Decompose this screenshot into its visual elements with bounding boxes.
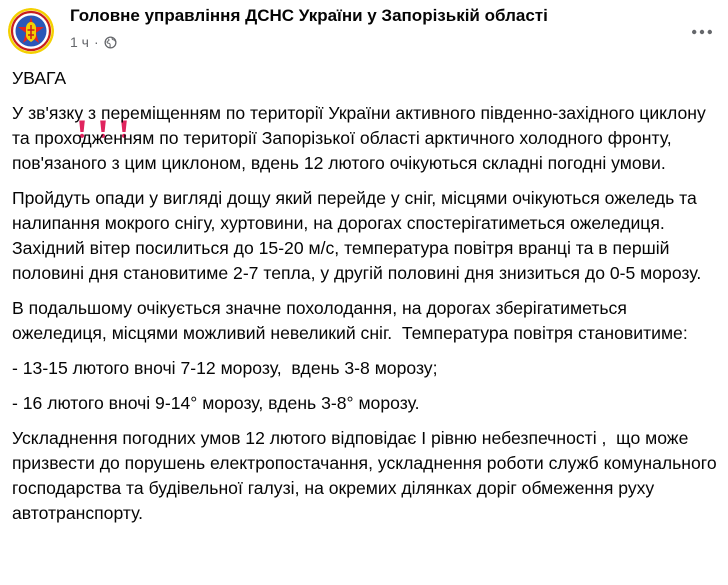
meta-separator: · (93, 34, 99, 50)
post-paragraph: В подальшому очікується значне похолодання, на дорогах зберігатиметься ожеледиця, місцями можливий невеликий сніг. Температура повітря становитиме: (12, 298, 688, 343)
post-title-line (12, 66, 717, 91)
post-meta (70, 33, 117, 51)
globe-icon (104, 36, 117, 49)
post-paragraph: Ускладнення погодних умов 12 лютого відповідає I рівню небезпечності , що може призвести до порушень електропостачання, ускладнення роботи служб комунального господарства та будівельної галузі, на окремих ділянках доріг обмеження руху автотранспорту. (12, 428, 722, 523)
post-body (12, 66, 722, 536)
red-exclamation-icon (74, 69, 90, 89)
page-avatar[interactable] (8, 8, 54, 54)
post-paragraph: - 16 лютого вночі 9-14° морозу, вдень 3-8° морозу. (12, 393, 420, 413)
more-options-button[interactable] (688, 18, 716, 46)
more-options-icon (691, 28, 713, 36)
post-paragraph: Пройдуть опади у вигляді дощу який перейде у сніг, місцями очікуються ожеледь та налипання мокрого снігу, хуртовини, на дорогах спостерігатиметься ожеледиця. Західний вітер посилиться до 15-20 м/с, температура повітря вранці та в першій половині дня становитиме 2-7 тепла, у другій половині дня знизиться до 0-5 морозу. (12, 188, 702, 283)
red-exclamation-icon (95, 69, 111, 89)
page-name-link[interactable]: Головне управління ДСНС України у Запорізькій області (70, 6, 548, 25)
post-paragraph: - 13-15 лютого вночі 7-12 морозу, вдень 3-8 морозу; (12, 358, 438, 378)
post-paragraph: У зв'язку з переміщенням по території України активного південно-західного циклону та проходженням по території Запорізької області арктичного холодного фронту, пов'язаного з цим циклоном, вдень 12 лютого очікуються складні погодні умови. (12, 103, 711, 173)
post-header (0, 0, 728, 62)
post-title: УВАГА (12, 68, 67, 88)
dsns-emblem-icon (8, 8, 54, 54)
post-time-link[interactable]: 1 ч (70, 34, 89, 50)
red-exclamation-icon (116, 69, 132, 89)
exclamation-marks (74, 69, 137, 89)
